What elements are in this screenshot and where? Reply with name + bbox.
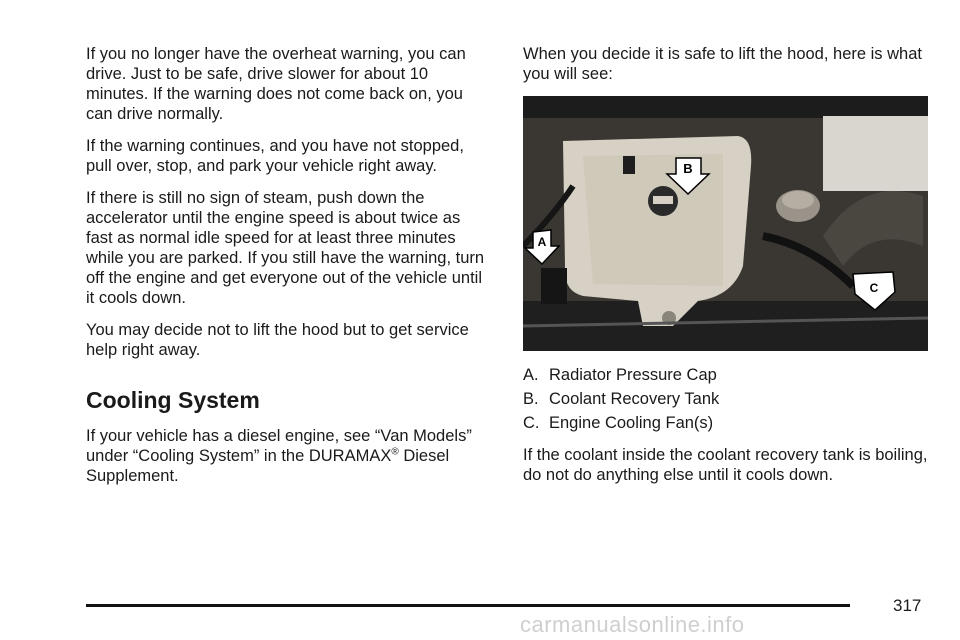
legend-item-a <box>523 363 943 387</box>
paragraph-lift-hood-intro: When you decide it is safe to lift the hood, here is what you will see: <box>523 45 922 83</box>
paragraph-warning-continues: If the warning continues, and you have not stopped, pull over, stop, and park your vehicle right away. <box>86 137 464 175</box>
callout-c: C <box>869 281 879 295</box>
engine-compartment-photo <box>523 96 928 351</box>
page-number: 317 <box>893 596 922 615</box>
legend-letter: A. <box>523 366 539 384</box>
watermark: carmanualsonline.info <box>520 612 745 637</box>
paragraph-overheat-drive: If you no longer have the overheat warning, you can drive. Just to be safe, drive slower for about 10 minutes. If the warning does not come back on, you can drive normally. <box>86 45 466 123</box>
legend-text: Coolant Recovery Tank <box>549 390 720 408</box>
callout-a: A <box>537 235 547 249</box>
section-title-cooling-system: Cooling System <box>86 387 260 413</box>
legend-text: Radiator Pressure Cap <box>549 366 717 384</box>
diesel-note-text: If your vehicle has a diesel engine, see “Van Models” under “Cooling System” in the DURAMAX <box>86 427 472 465</box>
callout-b: B <box>683 161 693 176</box>
legend-letter: B. <box>523 390 539 408</box>
left-column <box>86 44 486 498</box>
legend-text: Engine Cooling Fan(s) <box>549 414 714 432</box>
photo-legend <box>523 363 943 435</box>
paragraph-diesel-note <box>86 426 486 486</box>
diesel-note-text-end: Diesel Supplement. <box>86 447 450 485</box>
legend-item-c <box>523 411 943 435</box>
paragraph-coolant-boiling: If the coolant inside the coolant recovery tank is boiling, do not do anything else until it cools down. <box>523 446 928 484</box>
paragraph-service-help: You may decide not to lift the hood but to get service help right away. <box>86 321 469 359</box>
registered-mark: ® <box>391 446 399 458</box>
legend-item-b <box>523 387 943 411</box>
right-column <box>523 44 943 497</box>
paragraph-no-steam: If there is still no sign of steam, push down the accelerator until the engine speed is about twice as fast as normal idle speed for at least three minutes while you are parked. If you still have the warning, turn off the engine and get everyone out of the vehicle until it cools down. <box>86 189 485 307</box>
engine-photo-illustration <box>523 96 928 351</box>
legend-letter: C. <box>523 414 540 432</box>
footer-rule <box>86 604 850 607</box>
